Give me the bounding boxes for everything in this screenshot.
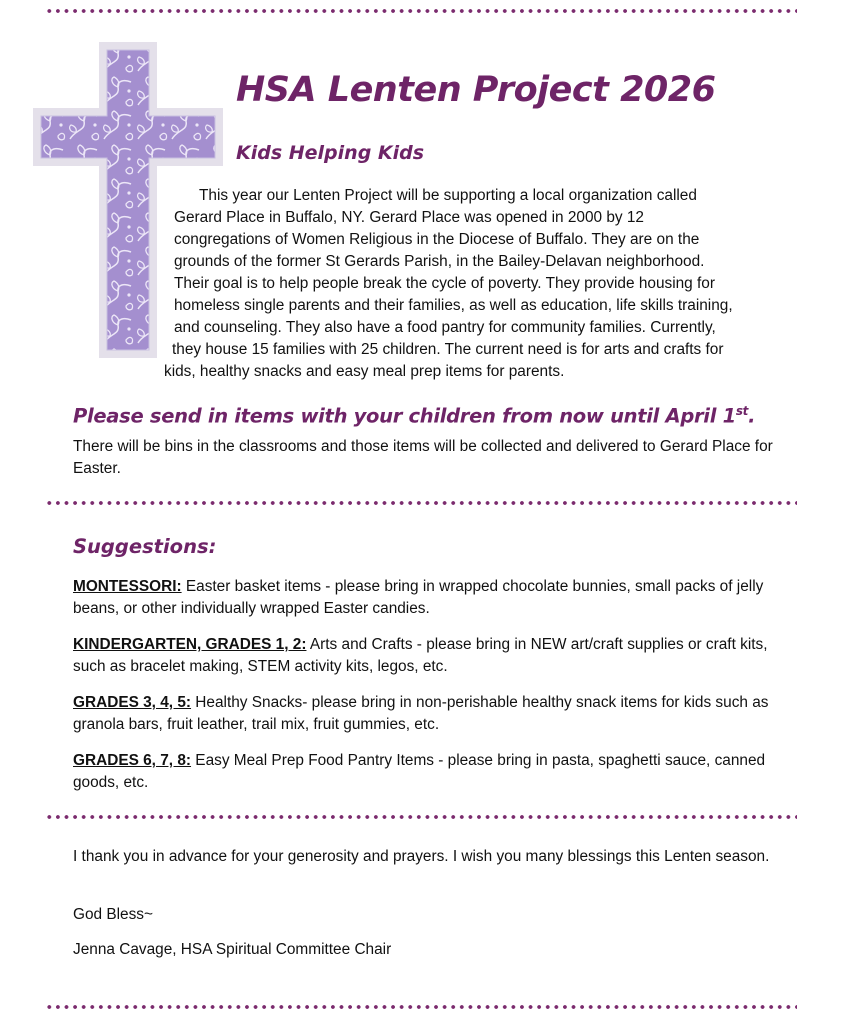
intro-line: kids, healthy snacks and easy meal prep items for parents.	[164, 363, 565, 380]
grade-label: GRADES 3, 4, 5:	[73, 694, 192, 711]
grade-label: KINDERGARTEN, GRADES 1, 2:	[73, 636, 307, 653]
divider	[45, 815, 797, 819]
page-subtitle: Kids Helping Kids	[236, 142, 425, 164]
intro-line: homeless single parents and their families, as well as education, life skills training,	[174, 297, 733, 314]
suggestion-text: Easter basket items - please bring in wrapped chocolate bunnies, small packs of jelly beans, or other individually wrapped Easter candies.	[73, 578, 764, 617]
intro-line: This year our Lenten Project will be supporting a local organization called	[199, 187, 697, 204]
signature: Jenna Cavage, HSA Spiritual Committee Chair	[73, 941, 392, 958]
intro-line: they house 15 families with 25 children. The current need is for arts and crafts for	[172, 341, 724, 358]
call-to-action	[73, 404, 755, 428]
call-to-action-suffix: .	[748, 404, 756, 428]
intro-line: Gerard Place in Buffalo, NY. Gerard Place was opened in 2000 by 12	[174, 209, 644, 226]
suggestion-grades-6-8	[73, 750, 788, 794]
top-dotted-divider	[45, 9, 797, 13]
intro-line: and counseling. They also have a food pantry for community families. Currently,	[174, 319, 716, 336]
closing-blessing: God Bless~	[73, 906, 153, 923]
divider	[45, 501, 797, 505]
bottom-dotted-divider	[45, 1005, 797, 1009]
suggestion-montessori	[73, 576, 788, 620]
bins-note: There will be bins in the classrooms and those items will be collected and delivered to Gerard Place for Easter.	[73, 438, 773, 477]
suggestion-grades-3-5	[73, 692, 788, 736]
suggestion-text: Arts and Crafts - please bring in NEW art/craft supplies or craft kits, such as bracelet making, STEM activity kits, legos, etc.	[73, 636, 768, 675]
suggestion-kindergarten	[73, 634, 788, 678]
suggestion-text: Healthy Snacks- please bring in non-perishable healthy snack items for kids such as granola bars, fruit leather, trail mix, fruit gummies, etc.	[73, 694, 769, 733]
intro-line: Their goal is to help people break the cycle of poverty. They provide housing for	[174, 275, 715, 292]
grade-label: MONTESSORI:	[73, 578, 182, 595]
call-to-action-text: Please send in items with your children from now until April 1	[73, 404, 736, 428]
page-title: HSA Lenten Project 2026	[236, 70, 716, 110]
call-to-action-superscript: st	[735, 404, 749, 418]
intro-line: grounds of the former St Gerards Parish, in the Bailey-Delavan neighborhood.	[174, 253, 705, 270]
closing-thanks: I thank you in advance for your generosity and prayers. I wish you many blessings this Lenten season.	[73, 848, 770, 865]
suggestion-text: Easy Meal Prep Food Pantry Items - please bring in pasta, spaghetti sauce, canned goods, etc.	[73, 752, 766, 791]
grade-label: GRADES 6, 7, 8:	[73, 752, 192, 769]
suggestions-heading: Suggestions:	[73, 535, 217, 558]
intro-line: congregations of Women Religious in the Diocese of Buffalo. They are on the	[174, 231, 700, 248]
